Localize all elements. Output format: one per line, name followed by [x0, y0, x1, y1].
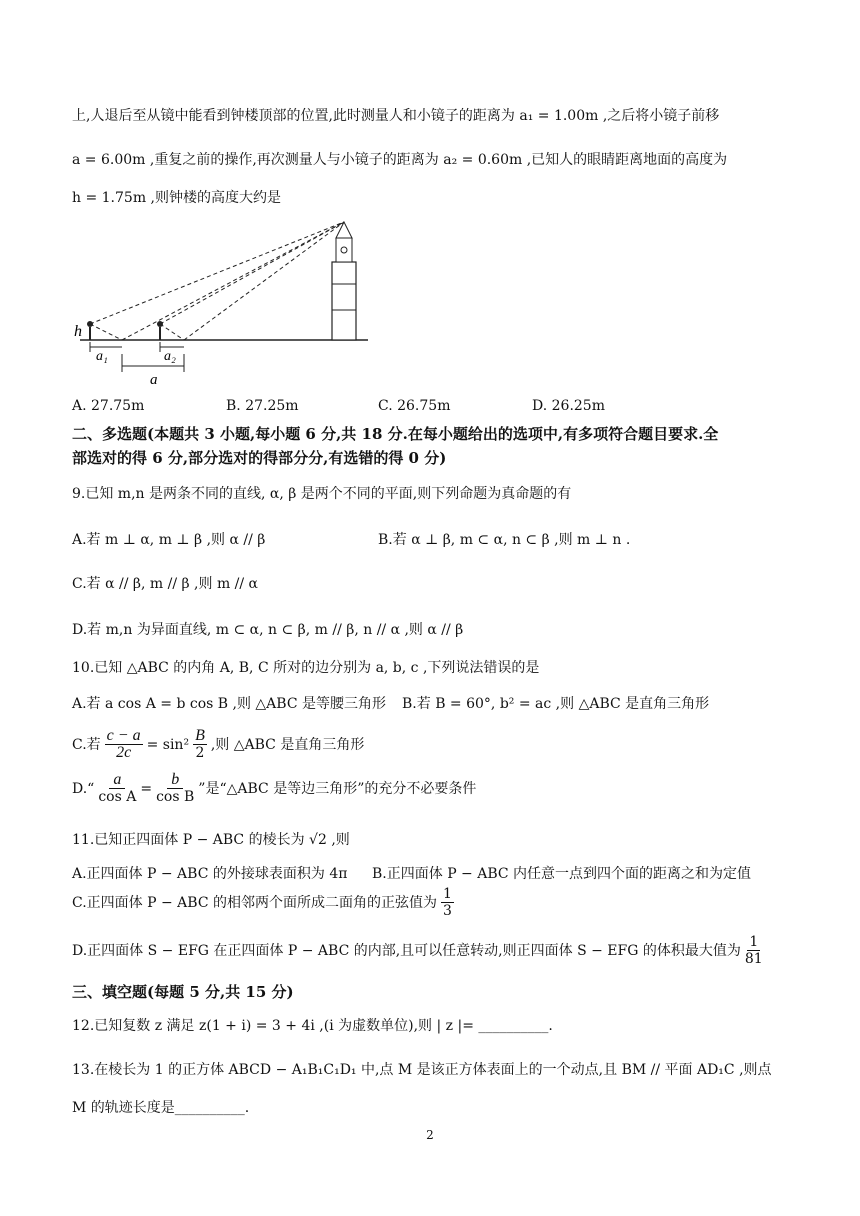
clock-tower-figure [72, 214, 372, 394]
q8-option-a: A. 27.75m [72, 398, 145, 414]
q11-d-text: D.正四面体 S − EFG 在正四面体 P − ABC 的内部,且可以任意转动,则正四面体 S − EFG 的体积最大值为 [72, 942, 741, 959]
q10-d-fraction-1 [98, 772, 136, 805]
q11-d-den: 81 [744, 951, 763, 967]
q10-d-frac2-den: cos B [156, 789, 195, 805]
q11-stem: 11.已知正四面体 P − ABC 的棱长为 √2 ,则 [72, 832, 350, 848]
q11-c-num: 1 [442, 886, 452, 902]
q11-d-num: 1 [749, 934, 759, 950]
q10-d-frac1-num: a [109, 772, 125, 789]
q10-c-mid: = sin² [146, 736, 190, 753]
q8-option-b: B. 27.25m [226, 398, 299, 414]
q9-option-c: C.若 α // β, m // β ,则 m // α [72, 576, 259, 592]
q11-c-den: 3 [442, 903, 452, 919]
intro-line-1: 上,人退后至从镜中能看到钟楼顶部的位置,此时测量人和小镜子的距离为 a₁ = 1.00m ,之后将小镜子前移 [72, 108, 720, 124]
q10-d-prefix: D.“ [72, 780, 95, 797]
q10-option-a: A.若 a cos A = b cos B ,则 △ABC 是等腰三角形 [72, 696, 386, 712]
q10-option-c [72, 728, 364, 761]
q11-d-fraction [745, 934, 763, 967]
q9-option-a: A.若 m ⊥ α, m ⊥ β ,则 α // β [72, 532, 266, 548]
q10-c-frac1-num: c − a [106, 727, 141, 744]
q10-option-d [72, 772, 476, 805]
sight-lines [90, 222, 344, 340]
h-label: h [74, 323, 82, 340]
tower-shape [332, 222, 356, 340]
q8-option-d: D. 26.25m [532, 398, 605, 414]
q11-option-c [72, 886, 454, 919]
q9-option-b: B.若 α ⊥ β, m ⊂ α, n ⊂ β ,则 m ⊥ n . [378, 532, 631, 548]
q10-c-prefix: C.若 [72, 736, 101, 753]
q10-c-fraction-2 [193, 728, 207, 761]
q11-option-d [72, 934, 763, 967]
section2-heading-2: 部选对的得 6 分,部分选对的得部分分,有选错的得 0 分) [72, 449, 447, 467]
q13-line-2: M 的轨迹长度是__________. [72, 1100, 250, 1116]
q11-c-text: C.正四面体 P − ABC 的相邻两个面所成二面角的正弦值为 [72, 894, 437, 911]
q10-c-frac1-den: 2c [116, 744, 132, 761]
intro-line-2: a = 6.00m ,重复之前的操作,再次测量人与小镜子的距离为 a₂ = 0.60m ,已知人的眼睛距离地面的高度为 [72, 152, 728, 168]
q10-d-equals: = [140, 780, 153, 797]
q10-d-fraction-2 [156, 772, 194, 805]
q9-stem: 9.已知 m,n 是两条不同的直线, α, β 是两个不同的平面,则下列命题为真命题的有 [72, 486, 572, 502]
q10-c-frac2-den: 2 [195, 745, 205, 761]
section3-heading: 三、填空题(每题 5 分,共 15 分) [72, 983, 294, 1001]
q10-d-frac2-num: b [167, 772, 183, 789]
q10-c-frac2-num: B [195, 727, 205, 744]
q10-stem: 10.已知 △ABC 的内角 A, B, C 所对的边分别为 a, b, c ,下列说法错误的是 [72, 660, 540, 676]
intro-line-3: h = 1.75m ,则钟楼的高度大约是 [72, 190, 281, 206]
q13-line-1: 13.在棱长为 1 的正方体 ABCD − A₁B₁C₁D₁ 中,点 M 是该正方体表面上的一个动点,且 BM // 平面 AD₁C ,则点 [72, 1062, 772, 1078]
a-label: a [150, 372, 158, 388]
q9-option-d: D.若 m,n 为异面直线, m ⊂ α, n ⊂ β, m // β, n // α ,则 α // β [72, 622, 464, 638]
q10-c-suffix: ,则 △ABC 是直角三角形 [210, 736, 365, 753]
q11-option-b: B.正四面体 P − ABC 内任意一点到四个面的距离之和为定值 [372, 866, 752, 882]
a1-label: a₁ [96, 349, 108, 364]
q10-option-b: B.若 B = 60°, b² = ac ,则 △ABC 是直角三角形 [402, 696, 710, 712]
q10-c-fraction-1 [105, 728, 143, 761]
a2-label: a₂ [164, 349, 176, 364]
q10-d-frac1-den: cos A [98, 789, 137, 805]
page-number: 2 [426, 1128, 434, 1142]
q8-option-c: C. 26.75m [378, 398, 451, 414]
q10-d-suffix: ”是“△ABC 是等边三角形”的充分不必要条件 [198, 780, 477, 797]
q12-text: 12.已知复数 z 满足 z(1 + i) = 3 + 4i ,(i 为虚数单位),则 | z |= __________. [72, 1018, 553, 1034]
q11-c-fraction [441, 886, 454, 919]
section2-heading-1: 二、多选题(本题共 3 小题,每小题 6 分,共 18 分.在每小题给出的选项中,有多项符合题目要求.全 [72, 425, 719, 443]
q11-option-a: A.正四面体 P − ABC 的外接球表面积为 4π [72, 866, 348, 882]
